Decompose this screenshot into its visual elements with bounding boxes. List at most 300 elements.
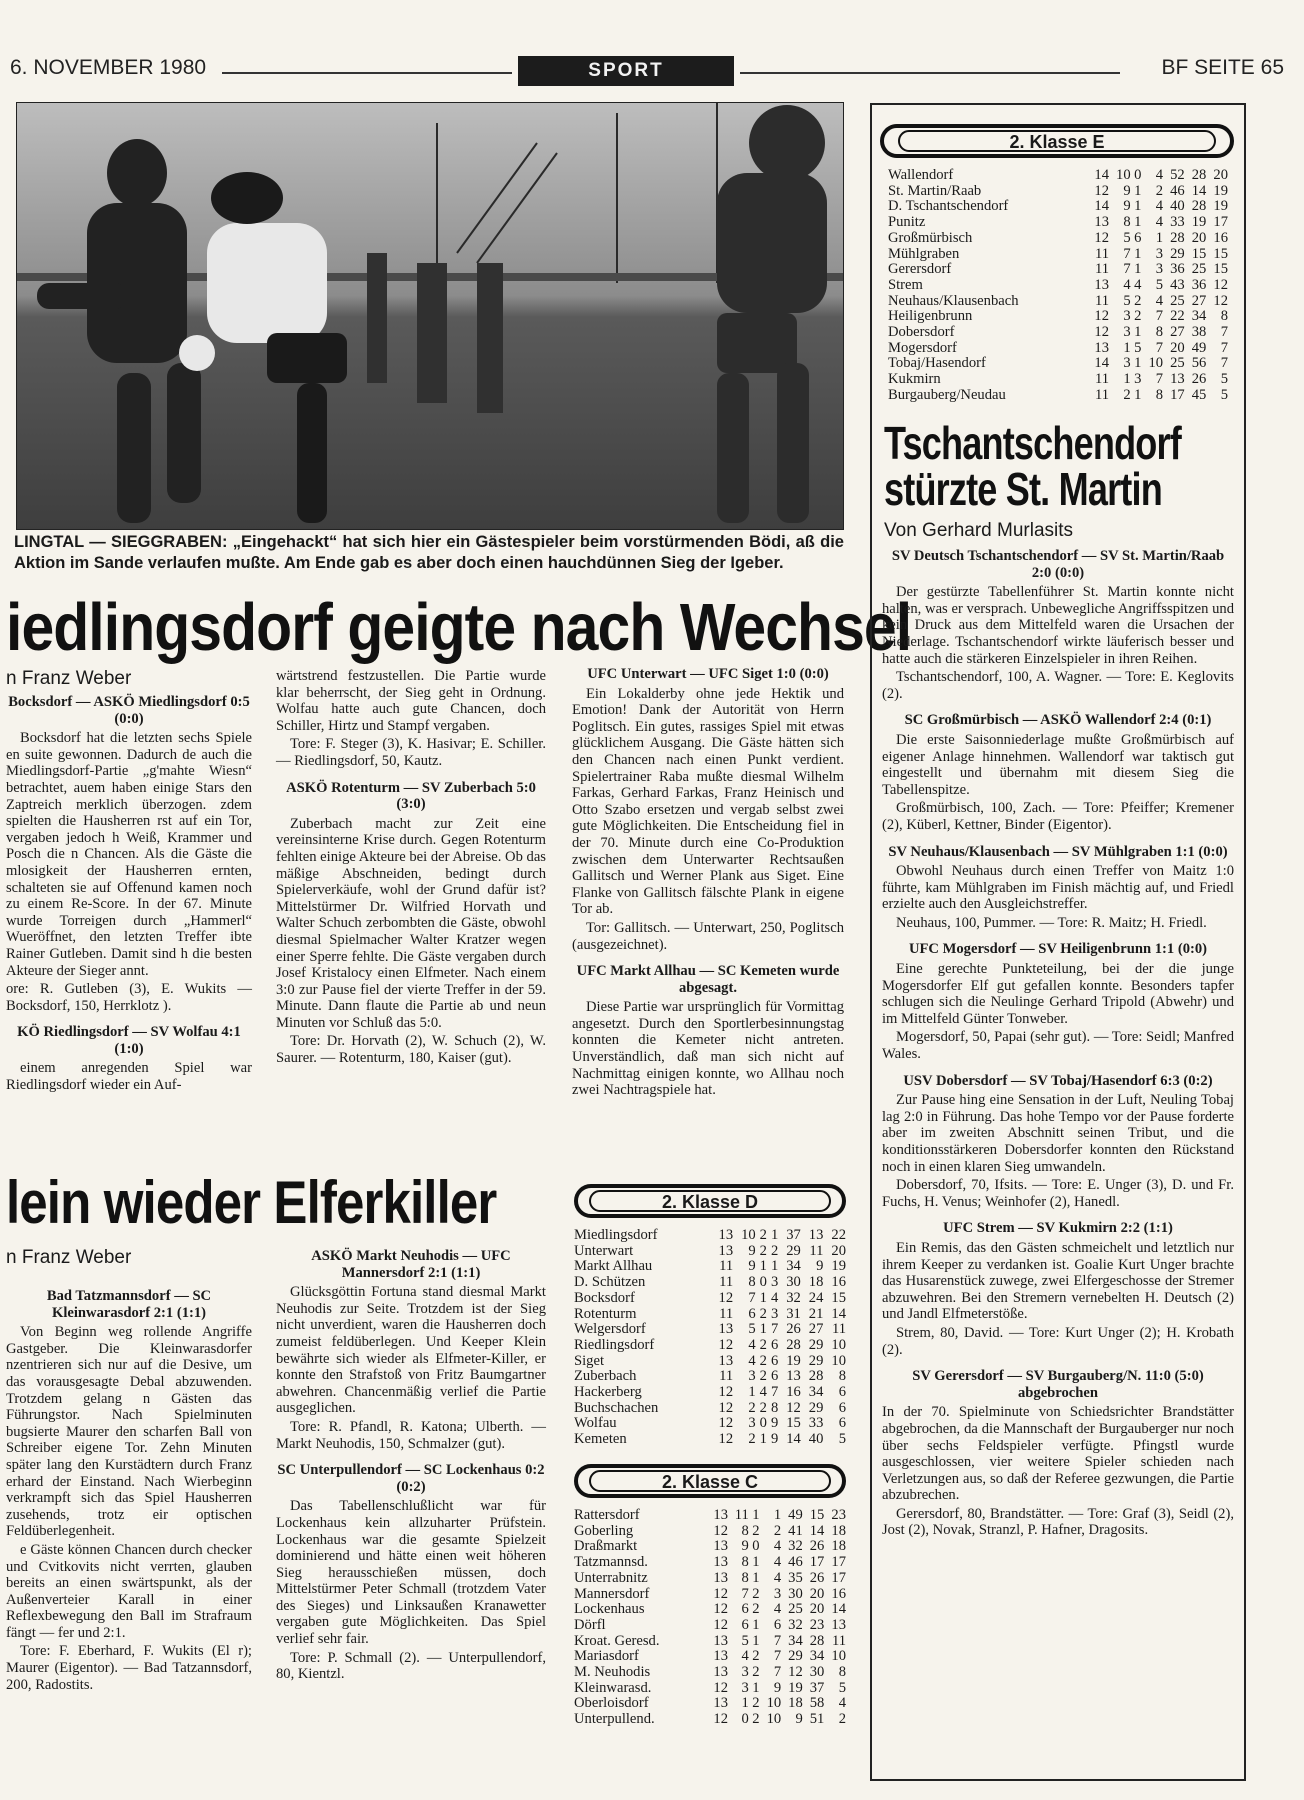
- standings-cell: 3: [741, 1664, 749, 1681]
- paragraph: Zuberbach macht zur Zeit eine vereinsinterne Krise durch. Gegen Rotenturm fehlten einige Akteure bei der Abreise. Ob das mäßige Abschneiden, bedingt durch Spielerverkäufe, wohl der Grund dafür ist? Mittelstürmer Dr. Wilfried Horvath und Walter Schuch zerbombten die Gäste, obwohl diesmal Spielmacher Walter Kratzer wegen einer Sperre fehlte. Die Gäste vergaben durch Josef Kristalocy einen Elfmeter. Nach einem 3:0 zur Pause fiel der vierte Treffer in der 59. Minute. Dann flaute die Partie ab und neun Minuten vor Schluß das 5:0.: [276, 815, 546, 1031]
- section-label-box: [518, 56, 734, 86]
- standings-cell: 0: [741, 1711, 749, 1728]
- standings-row: [574, 1244, 846, 1260]
- standings-cell: 25: [788, 1601, 803, 1618]
- standings-row: [574, 1665, 846, 1681]
- klasse-d-title-box: [574, 1184, 846, 1218]
- standings-cell: 19: [1213, 198, 1228, 215]
- standings-cell: 4: [759, 1384, 767, 1401]
- standings-cell: 3: [773, 1585, 782, 1602]
- standings-cell: 16: [1213, 229, 1228, 246]
- standings-cell: 7: [770, 1321, 779, 1338]
- standings-cell: 3: [770, 1305, 779, 1322]
- standings-cell: 31: [786, 1305, 801, 1322]
- team-name: Dobersdorf: [888, 324, 955, 341]
- standings-cell: 6: [748, 1305, 756, 1322]
- klasse-d-table: [574, 1228, 846, 1448]
- team-name: Goberling: [574, 1522, 634, 1539]
- standings-cell: 0: [759, 1415, 767, 1432]
- standings-cell: 12: [718, 1289, 734, 1306]
- klasse-e-table: [888, 168, 1228, 404]
- article3-headline-line2: stürzte St. Martin: [884, 464, 1162, 516]
- standings-cell: 7: [770, 1384, 779, 1401]
- standings-row: [574, 1555, 846, 1571]
- standings-cell: 13: [1094, 276, 1109, 293]
- standings-cell: 1: [752, 1569, 760, 1586]
- standings-cell: 8: [1220, 308, 1228, 325]
- standings-cell: 1: [1134, 198, 1142, 215]
- standings-cell: 11: [1094, 292, 1109, 309]
- standings-row: [888, 168, 1228, 184]
- team-name: St. Martin/Raab: [888, 182, 982, 199]
- standings-cell: 49: [788, 1507, 803, 1523]
- standings-cell: 12: [1094, 182, 1109, 199]
- match-heading: UFC Strem — SV Kukmirn 2:2 (1:1): [943, 1220, 1173, 1237]
- standings-cell: 12: [1094, 324, 1109, 341]
- standings-cell: 13: [1170, 371, 1185, 388]
- standings-cell: 1: [752, 1679, 760, 1696]
- standings-cell: 12: [786, 1399, 801, 1416]
- standings-cell: 14: [831, 1601, 846, 1618]
- standings-cell: 7: [1220, 324, 1228, 341]
- standings-cell: 12: [713, 1601, 729, 1618]
- standings-cell: 1: [1134, 182, 1142, 199]
- standings-cell: 14: [1191, 182, 1207, 199]
- standings-cell: 9: [741, 1538, 749, 1555]
- standings-cell: 10: [831, 1336, 846, 1353]
- standings-cell: 3: [1155, 261, 1164, 278]
- team-name: Draßmarkt: [574, 1538, 638, 1555]
- standings-cell: 2: [770, 1242, 779, 1259]
- paragraph: Bocksdorf hat die letzten sechs Spiele en suite gewonnen. Dadurch de auch die Miedlingsdorf-Partie „g'mahte Wiesn“ betrachtet, auem haben einige Stars den Zaptreich merklich überzogen. zdem spielten die Hausherren rst auf ein Tor, vergaben jedoch h Weiß, Krammer und Posch die n Chancen. Als die Gäste die mlosigkeit der Hausherren ernten, schalteten sie auf Offenund kamen noch zu einem Re-Score. In der 67. Minute wurde Torreigen durch „Hammerl“ Wueröffnet, den letzten Treffer ibte Rainer Gutleben. Damit sind h die besten Akteure der Sieger annt.: [6, 730, 252, 979]
- paragraph: Tore: Dr. Horvath (2), W. Schuch (2), W. Saurer. — Rotenturm, 180, Kaiser (gut).: [276, 1033, 546, 1067]
- standings-cell: 2: [1123, 386, 1131, 403]
- standings-cell: 7: [773, 1648, 782, 1665]
- standings-cell: 13: [831, 1616, 846, 1633]
- match-heading: Bad Tatzmannsdorf — SC Kleinwarasdorf 2:1 (1:1): [46, 1288, 212, 1321]
- team-name: Neuhaus/Klausenbach: [888, 292, 1019, 309]
- standings-cell: 27: [808, 1321, 824, 1338]
- standings-cell: 1: [1134, 324, 1142, 341]
- standings-cell: 13: [713, 1507, 729, 1523]
- paragraph: Mogersdorf, 50, Papai (sehr gut). — Tore: Seidl; Manfred Wales.: [882, 1029, 1234, 1063]
- team-name: Wallendorf: [888, 167, 954, 183]
- standings-row: [888, 262, 1228, 278]
- standings-cell: 28: [786, 1336, 801, 1353]
- standings-cell: 2: [1134, 308, 1142, 325]
- match-heading: SV Gerersdorf — SV Burgauberg/N. 11:0 (5:0) abgebrochen: [912, 1368, 1204, 1401]
- team-name: Buchschachen: [574, 1399, 659, 1416]
- standings-cell: 7: [1123, 245, 1131, 262]
- match-heading: SC Großmürbisch — ASKÖ Wallendorf 2:4 (0:1): [904, 712, 1212, 729]
- standings-cell: 3: [1123, 324, 1131, 341]
- standings-cell: 4: [773, 1538, 782, 1555]
- match-heading: UFC Markt Allhau — SC Kemeten wurde abgesagt.: [576, 963, 840, 996]
- article3-byline: Von Gerhard Murlasits: [884, 520, 1074, 541]
- standings-cell: 8: [1123, 214, 1131, 231]
- article2-byline: n Franz Weber: [6, 1247, 132, 1268]
- team-name: Punitz: [888, 214, 926, 231]
- standings-cell: 7: [1220, 355, 1228, 372]
- standings-cell: 13: [713, 1648, 729, 1665]
- standings-cell: 9: [816, 1258, 824, 1275]
- standings-cell: 19: [1213, 182, 1228, 199]
- header-page-number: BF SEITE 65: [1161, 56, 1284, 79]
- team-name: Rotenturm: [574, 1305, 637, 1322]
- paragraph: Tore: R. Pfandl, R. Katona; Ulberth. — Markt Neuhodis, 150, Schmalzer (gut).: [276, 1418, 546, 1452]
- standings-cell: 37: [809, 1679, 825, 1696]
- team-name: Dörfl: [574, 1616, 606, 1633]
- paragraph: wärtstrend festzustellen. Die Partie wurde klar beherrscht, der Sieg geht in Ordnung. Wolfau hatte auch gute Chancen, doch Schiller, Hirtz und Stampf vergaben.: [276, 668, 546, 734]
- standings-cell: 1: [759, 1431, 767, 1448]
- standings-cell: 36: [1170, 261, 1185, 278]
- standings-row: [574, 1322, 846, 1338]
- standings-cell: 29: [808, 1399, 824, 1416]
- standings-cell: 15: [831, 1289, 846, 1306]
- standings-cell: 14: [786, 1431, 801, 1448]
- standings-row: [888, 356, 1228, 372]
- standings-cell: 11: [1094, 261, 1109, 278]
- standings-cell: 2: [1134, 292, 1142, 309]
- standings-cell: 8: [1155, 386, 1164, 403]
- standings-cell: 58: [809, 1695, 825, 1712]
- standings-cell: 1: [1134, 386, 1142, 403]
- standings-row: [888, 247, 1228, 263]
- standings-cell: 11: [719, 1258, 734, 1275]
- standings-cell: 1: [1155, 229, 1164, 246]
- standings-cell: 4: [741, 1648, 749, 1665]
- standings-cell: 11: [809, 1242, 824, 1259]
- team-name: Burgauberg/Neudau: [888, 386, 1006, 403]
- paragraph: Dobersdorf, 70, Ifsits. — Tore: E. Unger (3), D. und Fr. Fuchs, H. Venus; Weinhofer (2), Hanedl.: [882, 1177, 1234, 1210]
- standings-cell: 30: [786, 1274, 801, 1291]
- standings-cell: 23: [831, 1507, 846, 1523]
- standings-cell: 33: [808, 1415, 824, 1432]
- standings-cell: 13: [713, 1632, 729, 1649]
- standings-cell: 25: [1170, 292, 1185, 309]
- standings-cell: 6: [770, 1336, 779, 1353]
- standings-cell: 28: [1191, 167, 1207, 183]
- standings-cell: 13: [718, 1227, 734, 1243]
- header-rule-right: [740, 72, 1120, 74]
- standings-cell: 20: [809, 1601, 825, 1618]
- standings-cell: 6: [838, 1384, 846, 1401]
- standings-cell: 6: [770, 1368, 779, 1385]
- standings-row: [574, 1432, 846, 1448]
- standings-cell: 17: [1213, 214, 1228, 231]
- standings-cell: 4: [773, 1601, 782, 1618]
- standings-cell: 5: [838, 1431, 846, 1448]
- standings-cell: 14: [831, 1305, 846, 1322]
- standings-cell: 1: [770, 1227, 779, 1243]
- standings-cell: 13: [718, 1321, 734, 1338]
- standings-cell: 1: [752, 1554, 760, 1571]
- standings-cell: 8: [1155, 324, 1164, 341]
- standings-cell: 3: [1123, 355, 1131, 372]
- standings-cell: 11: [719, 1368, 734, 1385]
- team-name: Mogersdorf: [888, 339, 957, 356]
- standings-cell: 26: [809, 1538, 825, 1555]
- standings-cell: 7: [741, 1585, 749, 1602]
- standings-row: [574, 1602, 846, 1618]
- team-name: Markt Allhau: [574, 1258, 653, 1275]
- standings-cell: 24: [808, 1289, 824, 1306]
- klasse-c-title-box: [574, 1464, 846, 1498]
- standings-cell: 27: [1170, 324, 1185, 341]
- standings-cell: 12: [713, 1711, 729, 1728]
- standings-cell: 6: [741, 1601, 749, 1618]
- paragraph: Tore: F. Steger (3), K. Hasivar; E. Schiller. — Riedlingsdorf, 50, Kautz.: [276, 736, 546, 769]
- standings-cell: 6: [741, 1616, 749, 1633]
- standings-row: [574, 1539, 846, 1555]
- standings-cell: 8: [741, 1522, 749, 1539]
- standings-row: [574, 1228, 846, 1244]
- klasse-e-title: 2. Klasse E: [898, 130, 1216, 152]
- standings-cell: 12: [713, 1679, 729, 1696]
- standings-cell: 32: [788, 1616, 803, 1633]
- standings-cell: 9: [748, 1242, 756, 1259]
- klasse-d-title: 2. Klasse D: [589, 1190, 832, 1212]
- standings-row: [574, 1618, 846, 1634]
- standings-cell: 8: [838, 1368, 846, 1385]
- klasse-c-table: [574, 1508, 846, 1728]
- standings-row: [888, 294, 1228, 310]
- match-heading: USV Dobersdorf — SV Tobaj/Hasendorf 6:3 (0:2): [903, 1072, 1213, 1089]
- standings-cell: 13: [713, 1664, 729, 1681]
- team-name: Tatzmannsd.: [574, 1554, 648, 1571]
- standings-cell: 13: [713, 1569, 729, 1586]
- standings-cell: 1: [759, 1289, 767, 1306]
- team-name: Zuberbach: [574, 1368, 637, 1385]
- klasse-c-title: 2. Klasse C: [589, 1470, 832, 1492]
- standings-cell: 2: [752, 1648, 760, 1665]
- standings-cell: 52: [1170, 167, 1185, 183]
- standings-cell: 10: [831, 1648, 846, 1665]
- match-heading: SV Deutsch Tschantschendorf — SV St. Martin/Raab 2:0 (0:0): [891, 548, 1225, 581]
- team-name: Kleinwarasd.: [574, 1679, 652, 1696]
- klasse-e-table-wrap: [888, 168, 1228, 404]
- standings-cell: 2: [752, 1601, 760, 1618]
- standings-cell: 5: [1220, 371, 1228, 388]
- standings-cell: 12: [713, 1616, 729, 1633]
- paragraph: e Gäste können Chancen durch checker und Cvitkovits nicht verrten, glauben bereits an einen swärtspunkt, als der Außenverteier Karall in einer Reflexbewegung den Ball im Strafraum fängt — fer und 2:1.: [6, 1541, 252, 1641]
- paragraph: Ein Remis, das den Gästen schmeichelt und letztlich nur ihrem Keeper zu verdanken ist. Goalie Kurt Unger brachte das Husarenstück zuwege, zwei Elfergeschosse der Stremer abzuwehren. Bei den Stremern vernebelten H. Deutsch (2) und Jandl Elfmeterstöße.: [882, 1239, 1234, 1323]
- standings-row: [888, 231, 1228, 247]
- standings-cell: 1: [1134, 214, 1142, 231]
- standings-cell: 1: [741, 1695, 749, 1712]
- standings-cell: 13: [786, 1368, 801, 1385]
- standings-cell: 12: [718, 1415, 734, 1432]
- standings-cell: 5: [1123, 229, 1131, 246]
- standings-cell: 29: [788, 1648, 803, 1665]
- standings-row: [574, 1712, 846, 1728]
- team-name: Unterrabnitz: [574, 1569, 648, 1586]
- standings-cell: 4: [1155, 292, 1164, 309]
- standings-cell: 3: [1134, 371, 1142, 388]
- standings-cell: 41: [788, 1522, 803, 1539]
- article3-headline-line1: Tschantschendorf: [884, 418, 1181, 470]
- standings-cell: 13: [718, 1352, 734, 1369]
- standings-cell: 12: [718, 1384, 734, 1401]
- standings-cell: 34: [809, 1648, 825, 1665]
- article2-column-1: [6, 1288, 252, 1695]
- standings-cell: 13: [718, 1242, 734, 1259]
- standings-row: [888, 184, 1228, 200]
- standings-cell: 2: [748, 1399, 756, 1416]
- standings-cell: 43: [1170, 276, 1185, 293]
- match-heading: Bocksdorf — ASKÖ Miedlingsdorf 0:5 (0:0): [8, 694, 250, 727]
- standings-row: [574, 1649, 846, 1665]
- standings-cell: 6: [1134, 229, 1142, 246]
- standings-cell: 19: [788, 1679, 803, 1696]
- standings-cell: 9: [770, 1431, 779, 1448]
- standings-cell: 7: [1155, 308, 1164, 325]
- standings-row: [574, 1291, 846, 1307]
- standings-cell: 19: [786, 1352, 801, 1369]
- paragraph: Die erste Saisonniederlage mußte Großmürbisch auf eigener Anlage hinnehmen. Wallendorf war taktisch gut eingestellt und übernahm mit diesem Sieg die Tabellenspitze.: [882, 731, 1234, 798]
- standings-cell: 20: [1213, 167, 1228, 183]
- standings-cell: 1: [752, 1507, 760, 1523]
- standings-cell: 22: [1170, 308, 1185, 325]
- standings-cell: 30: [788, 1585, 803, 1602]
- standings-cell: 4: [1134, 276, 1142, 293]
- standings-cell: 15: [1191, 245, 1207, 262]
- standings-row: [574, 1338, 846, 1354]
- standings-cell: 25: [1170, 355, 1185, 372]
- standings-cell: 8: [741, 1554, 749, 1571]
- match-heading: ASKÖ Markt Neuhodis — UFC Mannersdorf 2:1 (1:1): [311, 1248, 511, 1281]
- paragraph: Der gestürzte Tabellenführer St. Martin konnte nicht halten, was er versprach. Unbewegliche Angriffsspitzen und kein Druck aus dem Mittelfeld waren die Ursachen der Niederlage. Tschantschendorf wirkte läuferisch besser und hatte auch die stärkeren Einzelspieler in ihren Reihen.: [882, 584, 1234, 667]
- team-name: Oberloisdorf: [574, 1695, 649, 1712]
- standings-row: [574, 1524, 846, 1540]
- match-heading: KÖ Riedlingsdorf — SV Wolfau 4:1 (1:0): [17, 1024, 241, 1057]
- article1-column-1: [6, 694, 252, 1096]
- standings-cell: 2: [759, 1227, 767, 1243]
- team-name: Lockenhaus: [574, 1601, 645, 1618]
- paragraph: Ein Lokalderby ohne jede Hektik und Emotion! Dank der Autorität von Herrn Poglitsch. Ein gutes, rassiges Spiel mit etwas glücklichem Ausgang. Die Gäste hätten sich den Chancen nach einen Punkt verdient. Spielertrainer Raba mußte diesmal Wilhelm Farkas, Gerhard Farkas, Franz Heinisch und Otto Szabo ersetzen und vergab selbst zwei gute Möglichkeiten. Die Entscheidung fiel in der 70. Minute durch eine Co-Produktion zwischen dem Unterwarter Rechtsaußen Gallitsch und Werner Plank aus Siget. Eine Flanke von Gallitsch fälschte Plank in eigene Tor ab.: [572, 685, 844, 918]
- standings-cell: 4: [748, 1352, 756, 1369]
- standings-cell: 4: [1155, 214, 1164, 231]
- team-name: Unterwart: [574, 1242, 634, 1259]
- standings-cell: 1: [759, 1321, 767, 1338]
- standings-cell: 9: [1123, 198, 1131, 215]
- standings-cell: 3: [1123, 308, 1131, 325]
- standings-cell: 2: [752, 1585, 760, 1602]
- standings-cell: 4: [1123, 276, 1131, 293]
- standings-cell: 1: [1134, 245, 1142, 262]
- standings-cell: 12: [718, 1336, 734, 1353]
- standings-row: [574, 1259, 846, 1275]
- standings-cell: 5: [748, 1321, 756, 1338]
- standings-cell: 7: [773, 1632, 782, 1649]
- standings-cell: 2: [752, 1522, 760, 1539]
- standings-cell: 8: [838, 1664, 846, 1681]
- standings-cell: 1: [748, 1384, 756, 1401]
- standings-cell: 4: [1155, 198, 1164, 215]
- team-name: Gerersdorf: [888, 261, 952, 278]
- article1-column-2: [276, 668, 546, 1069]
- standings-cell: 2: [752, 1664, 760, 1681]
- standings-cell: 28: [1170, 229, 1185, 246]
- standings-cell: 11: [719, 1274, 734, 1291]
- standings-cell: 13: [713, 1554, 729, 1571]
- standings-row: [574, 1681, 846, 1697]
- standings-cell: 29: [1170, 245, 1185, 262]
- standings-cell: 34: [808, 1384, 824, 1401]
- team-name: Welgersdorf: [574, 1321, 646, 1338]
- team-name: Miedlingsdorf: [574, 1227, 658, 1243]
- paragraph: Gerersdorf, 80, Brandstätter. — Tore: Graf (3), Seidl (2), Jost (2), Novak, Stranzl, P. Hafner, Dragosits.: [882, 1505, 1234, 1539]
- standings-cell: 13: [713, 1695, 729, 1712]
- standings-cell: 2: [759, 1336, 767, 1353]
- standings-cell: 19: [831, 1258, 846, 1275]
- standings-cell: 7: [1220, 339, 1228, 356]
- standings-cell: 14: [1094, 355, 1109, 372]
- standings-cell: 2: [759, 1305, 767, 1322]
- paragraph: Zur Pause hing eine Sensation in der Luft, Neuling Tobaj lag 2:0 in Führung. Das hohe Tempo vor der Pause forderte aber im zweiten Abschnitt seinen Tribut, und die konditionsstärkeren Dobersdorfer konnten den Rückstand noch in einen klaren Sieg umwandeln.: [882, 1092, 1234, 1175]
- standings-cell: 7: [748, 1289, 756, 1306]
- header-rule-left: [222, 72, 512, 74]
- standings-cell: 16: [786, 1384, 801, 1401]
- standings-cell: 11: [1094, 371, 1109, 388]
- klasse-e-title-box: [880, 124, 1234, 158]
- team-name: M. Neuhodis: [574, 1664, 651, 1681]
- standings-cell: 10: [741, 1227, 756, 1243]
- paragraph: Strem, 80, David. — Tore: Kurt Unger (2); H. Krobath (2).: [882, 1324, 1234, 1358]
- standings-cell: 0: [1134, 167, 1142, 183]
- standings-cell: 10: [766, 1695, 782, 1712]
- standings-cell: 3: [770, 1274, 779, 1291]
- standings-cell: 56: [1191, 355, 1207, 372]
- standings-cell: 38: [1191, 324, 1207, 341]
- standings-cell: 26: [1191, 371, 1207, 388]
- standings-cell: 12: [713, 1522, 729, 1539]
- standings-cell: 5: [1155, 276, 1164, 293]
- team-name: Wolfau: [574, 1415, 617, 1432]
- standings-cell: 8: [770, 1399, 779, 1416]
- standings-row: [888, 278, 1228, 294]
- standings-cell: 2: [752, 1695, 760, 1712]
- standings-cell: 12: [788, 1664, 803, 1681]
- paragraph: Von Beginn weg rollende Angriffe Gastgeber. Die Kleinwarasdorfer nzentrieren sich nur auf die Desive, um das vorausgesagte Debal abzuwenden. Trotzdem gelang n Gästen das Führungstor. Nach Spielminuten bugsierte Maurer den scharfen Ball von Schreiber eigene Tor. Zehn Minuten später lang den Kurstädtern durch Franz erhard der Einstand. Nach Wierbeginn verkrampft sich das Spiel Hausherren zusehends, trotz eir optischen Feldüberlegenheit.: [6, 1324, 252, 1540]
- standings-cell: 3: [748, 1415, 756, 1432]
- standings-cell: 1: [773, 1507, 782, 1523]
- standings-cell: 1: [770, 1258, 779, 1275]
- standings-row: [574, 1571, 846, 1587]
- paragraph: Tschantschendorf, 100, A. Wagner. — Tore: E. Keglovits (2).: [882, 669, 1234, 702]
- standings-cell: 3: [741, 1679, 749, 1696]
- standings-cell: 20: [1191, 229, 1207, 246]
- match-photo-image: [17, 103, 844, 530]
- standings-row: [888, 215, 1228, 231]
- standings-cell: 1: [1134, 261, 1142, 278]
- standings-row: [574, 1634, 846, 1650]
- standings-row: [888, 388, 1228, 404]
- standings-cell: 12: [718, 1431, 734, 1448]
- standings-cell: 0: [759, 1274, 767, 1291]
- standings-cell: 4: [838, 1695, 846, 1712]
- standings-cell: 51: [809, 1711, 825, 1728]
- standings-cell: 13: [713, 1538, 729, 1555]
- match-heading: SV Neuhaus/Klausenbach — SV Mühlgraben 1:1 (0:0): [888, 843, 1228, 860]
- paragraph: Tor: Gallitsch. — Unterwart, 250, Poglitsch (ausgezeichnet).: [572, 919, 844, 953]
- standings-row: [574, 1369, 846, 1385]
- standings-cell: 7: [1155, 339, 1164, 356]
- article3-column: [882, 548, 1234, 1541]
- paragraph: Neuhaus, 100, Pummer. — Tore: R. Maitz; H. Friedl.: [896, 914, 1207, 931]
- standings-cell: 4: [1155, 167, 1164, 183]
- team-name: Riedlingsdorf: [574, 1336, 655, 1353]
